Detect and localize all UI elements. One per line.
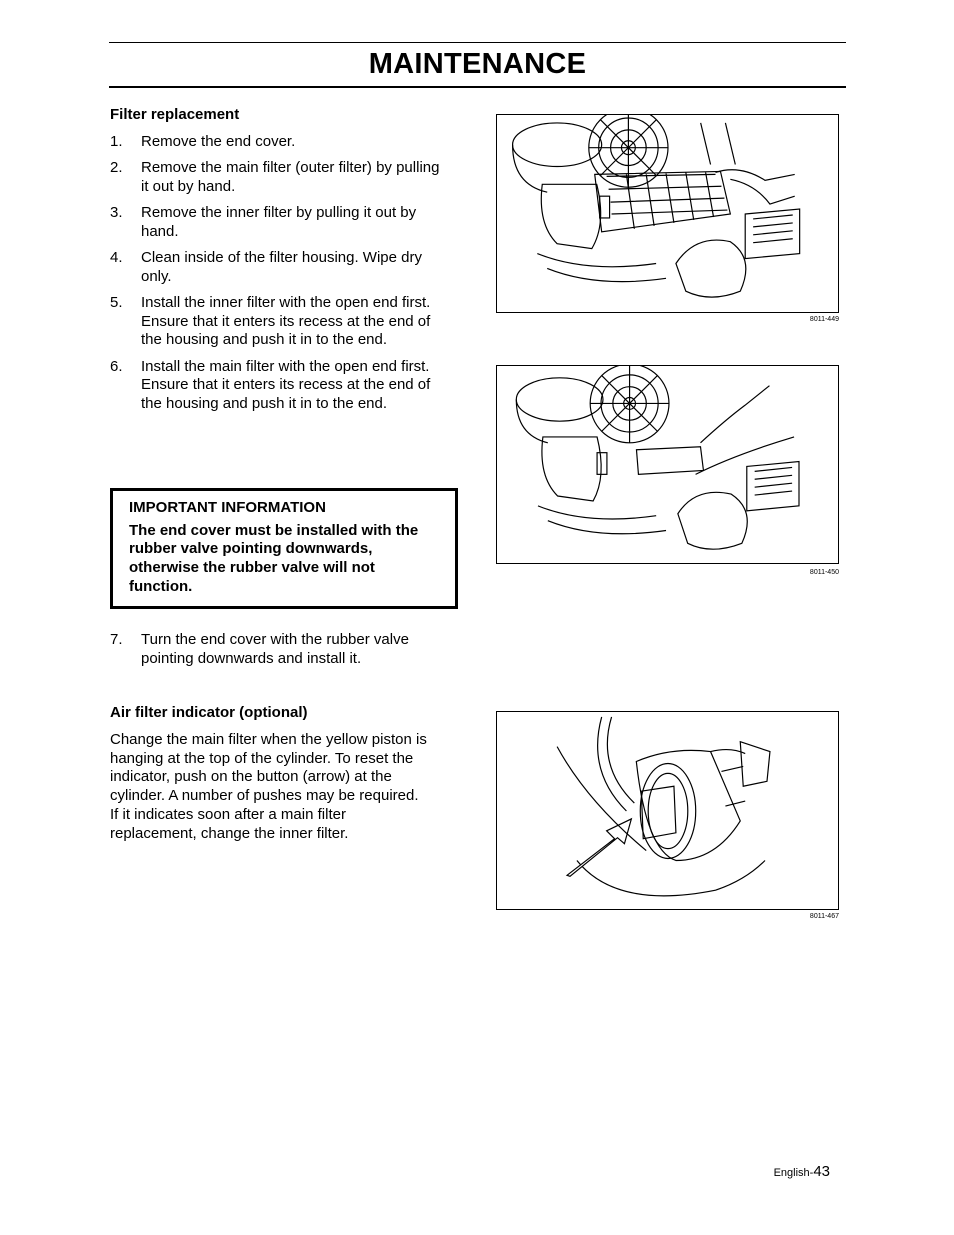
figure-install-inner-filter <box>496 365 839 564</box>
section-heading-air-filter-indicator: Air filter indicator (optional) <box>110 704 308 721</box>
step-number: 4. <box>110 249 123 267</box>
figure-air-filter-indicator <box>496 711 839 910</box>
step-number: 7. <box>110 631 123 648</box>
step-text: Remove the main filter (outer filter) by pulling it out by hand. <box>141 159 440 195</box>
step-6 <box>110 358 440 414</box>
page-footer <box>774 1163 830 1181</box>
indicator-illustration <box>497 712 838 909</box>
step-7 <box>110 631 440 668</box>
filter-install-illustration <box>497 366 838 563</box>
section-heading-filter-replacement: Filter replacement <box>110 106 240 123</box>
page-title: MAINTENANCE <box>368 48 587 80</box>
figure-id: 8011-450 <box>809 569 839 576</box>
step-2 <box>110 159 440 196</box>
page-number: 43 <box>813 1163 830 1180</box>
figure-id: 8011-449 <box>809 316 839 323</box>
step-number: 1. <box>110 133 123 150</box>
step-text: Install the main filter with the open end first. Ensure that it enters its recess at the end of the housing and push it in to the end. <box>141 357 431 412</box>
step-5 <box>110 294 440 350</box>
important-title: IMPORTANT INFORMATION <box>129 499 326 516</box>
important-information-box <box>110 488 458 609</box>
step-4 <box>110 249 440 286</box>
step-3 <box>110 204 440 241</box>
step-number: 3. <box>110 204 123 222</box>
figure-remove-main-filter <box>496 114 839 313</box>
step-text: Turn the end cover with the rubber valve pointing downwards and install it. <box>141 631 409 667</box>
filter-replacement-step-7 <box>110 631 440 676</box>
step-1 <box>110 133 440 152</box>
important-body: The end cover must be installed with the rubber valve pointing downwards, otherwise the rubber valve will not function. <box>129 521 419 595</box>
figure-id: 8011-467 <box>809 913 839 920</box>
step-text: Remove the end cover. <box>141 133 296 150</box>
step-text: Clean inside of the filter housing. Wipe dry only. <box>141 249 422 285</box>
filter-replacement-steps <box>110 133 440 421</box>
step-text: Remove the inner filter by pulling it out by hand. <box>141 204 417 240</box>
header-bottom-rule <box>109 86 846 88</box>
step-number: 6. <box>110 357 123 375</box>
air-filter-indicator-text: Change the main filter when the yellow piston is hanging at the top of the cylinder. To reset the indicator, push on the button (arrow) at the cylinder. A number of pushes may be required. If it indicates soon after a main filter replacement, change the inner filter. <box>110 731 427 842</box>
step-number: 2. <box>110 159 123 177</box>
footer-language: English- <box>773 1167 814 1179</box>
header-top-rule <box>109 42 846 43</box>
step-text: Install the inner filter with the open end first. Ensure that it enters its recess at the end of the housing and push it in to the end. <box>141 293 431 349</box>
filter-removal-illustration <box>497 115 838 312</box>
step-number: 5. <box>110 293 123 311</box>
